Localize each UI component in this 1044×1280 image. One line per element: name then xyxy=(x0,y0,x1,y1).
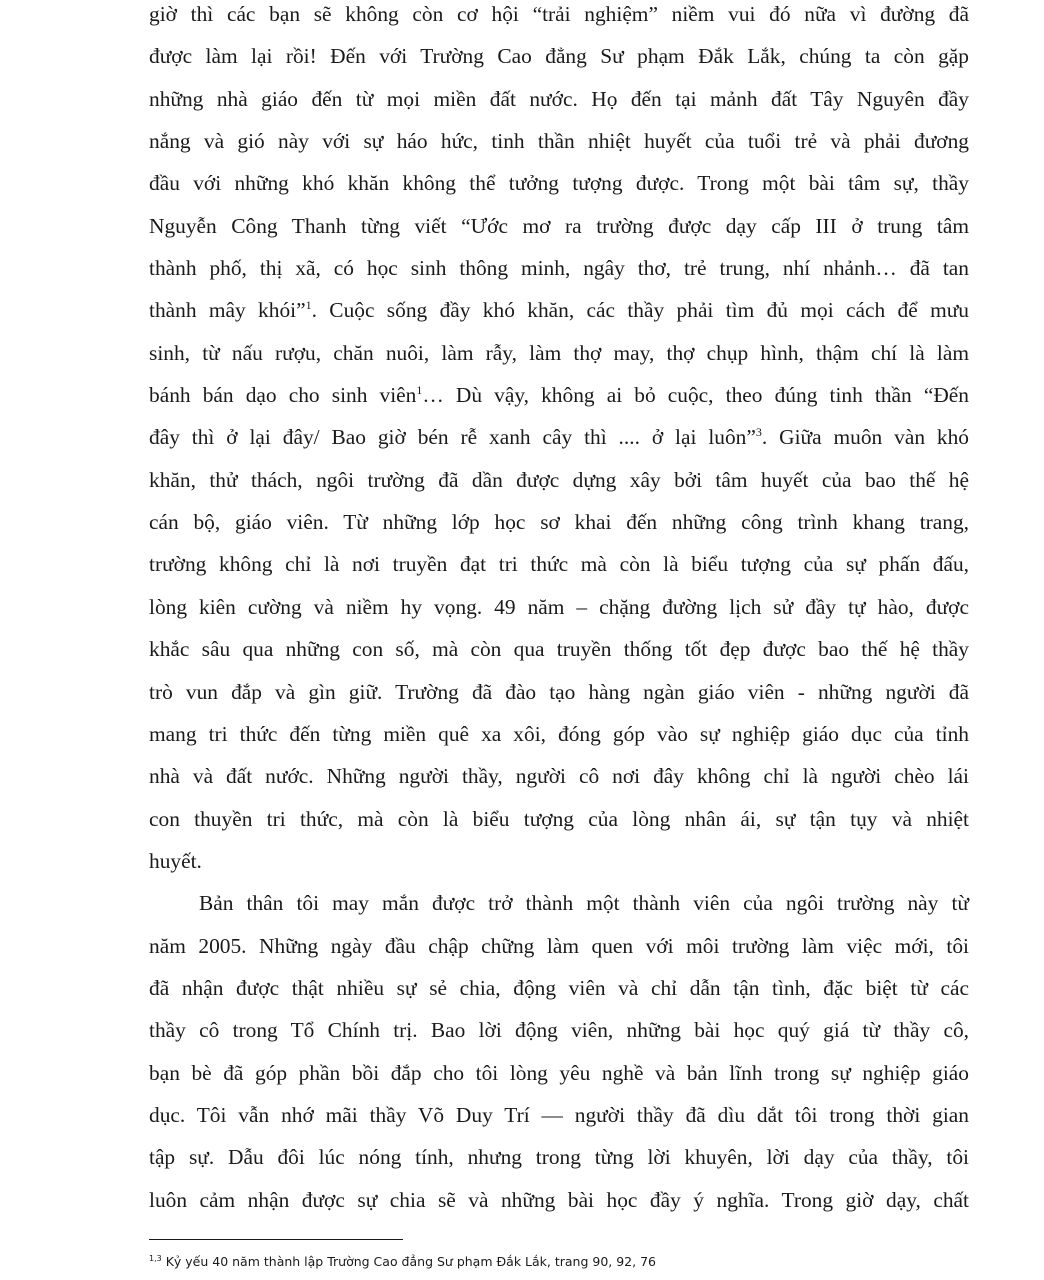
text-line xyxy=(149,289,969,331)
text-line: đầu với những khó khăn không thể tưởng tượng được. Trong một bài tâm sự, thầy xyxy=(149,171,969,196)
text-line xyxy=(149,416,969,458)
footnote-marker: 1,3 xyxy=(149,1253,162,1263)
text-line: khắc sâu qua những con số, mà còn qua truyền thống tốt đẹp được bao thế hệ thầy xyxy=(149,637,969,662)
text-line: được làm lại rồi! Đến với Trường Cao đẳng Sư phạm Đắk Lắk, chúng ta còn gặp xyxy=(149,44,969,69)
text-segment: bánh bán dạo cho sinh viên xyxy=(149,383,417,408)
text-line: luôn cảm nhận được sự chia sẽ và những bài học đầy ý nghĩa. Trong giờ dạy, chất xyxy=(149,1187,969,1212)
text-line: mang tri thức đến từng miền quê xa xôi, đóng góp vào sự nghiệp giáo dục của tỉnh xyxy=(149,721,969,746)
text-line: sinh, từ nấu rượu, chăn nuôi, làm rẫy, làm thợ may, thợ chụp hình, thậm chí là làm xyxy=(149,340,969,365)
footnote-separator xyxy=(149,1239,403,1240)
text-line: con thuyền tri thức, mà còn là biểu tượng của lòng nhân ái, sự tận tụy và nhiệt xyxy=(149,806,969,831)
text-segment: thành mây khói” xyxy=(149,298,306,323)
text-line: nhà và đất nước. Những người thầy, người cô nơi đây không chỉ là người chèo lái xyxy=(149,764,969,789)
text-line: thành phố, thị xã, có học sinh thông minh, ngây thơ, trẻ trung, nhí nhảnh… đã tan xyxy=(149,256,969,281)
text-line: giờ thì các bạn sẽ không còn cơ hội “trải nghiệm” niềm vui đó nữa vì đường đã xyxy=(149,2,969,26)
text-line: khăn, thử thách, ngôi trường đã dần được dựng xây bởi tâm huyết của bao thế hệ xyxy=(149,467,969,492)
text-line: tập sự. Dẫu đôi lúc nóng tính, nhưng trong từng lời khuyên, lời dạy của thầy, tôi xyxy=(149,1145,969,1170)
text-line: Bản thân tôi may mắn được trở thành một thành viên của ngôi trường này từ xyxy=(199,891,969,916)
text-segment: đây thì ở lại đây/ Bao giờ bén rễ xanh cây thì .... ở lại luôn” xyxy=(149,425,756,450)
text-line: nắng và gió này với sự háo hức, tinh thần nhiệt huyết của tuổi trẻ và phải đương xyxy=(149,129,969,154)
text-line: bạn bè đã góp phần bồi đắp cho tôi lòng yêu nghề và bản lĩnh trong sự nghiệp giáo xyxy=(149,1060,969,1085)
footnote-reference: 1 xyxy=(305,298,312,313)
text-line: Nguyễn Công Thanh từng viết “Ước mơ ra trường được dạy cấp III ở trung tâm xyxy=(149,213,969,238)
footnote-reference: 1 xyxy=(416,382,423,397)
text-line: năm 2005. Những ngày đầu chập chững làm quen với môi trường làm việc mới, tôi xyxy=(149,933,969,958)
text-segment: … Dù vậy, không ai bỏ cuộc, theo đúng tinh thần “Đến xyxy=(422,383,969,408)
text-line: đã nhận được thật nhiều sự sẻ chia, động viên và chỉ dẫn tận tình, đặc biệt từ các xyxy=(149,975,969,1000)
text-line: trò vun đắp và gìn giữ. Trường đã đào tạo hàng ngàn giáo viên - những người đã xyxy=(149,679,969,704)
text-segment: . Giữa muôn vàn khó xyxy=(761,425,970,450)
text-line: thầy cô trong Tổ Chính trị. Bao lời động viên, những bài học quý giá từ thầy cô, xyxy=(149,1018,969,1043)
text-line: dục. Tôi vẫn nhớ mãi thầy Võ Duy Trí — người thầy đã dìu dắt tôi trong thời gian xyxy=(149,1102,969,1127)
footnote xyxy=(149,1254,656,1270)
text-line: lòng kiên cường và niềm hy vọng. 49 năm – chặng đường lịch sử đầy tự hào, được xyxy=(149,594,969,619)
footnote-text: Kỷ yếu 40 năm thành lập Trường Cao đẳng Sư phạm Đắk Lắk, trang 90, 92, 76 xyxy=(161,1254,656,1269)
footnote-reference: 3 xyxy=(755,425,762,440)
text-line: những nhà giáo đến từ mọi miền đất nước. Họ đến tại mảnh đất Tây Nguyên đầy xyxy=(149,86,969,111)
text-line: cán bộ, giáo viên. Từ những lớp học sơ khai đến những công trình khang trang, xyxy=(149,510,969,535)
text-segment: . Cuộc sống đầy khó khăn, các thầy phải tìm đủ mọi cách để mưu xyxy=(311,298,969,323)
text-line: trường không chỉ là nơi truyền đạt tri thức mà còn là biểu tượng của sự phấn đấu, xyxy=(149,552,969,577)
body-text xyxy=(149,0,969,1221)
text-line xyxy=(149,374,969,416)
text-line: huyết. xyxy=(149,848,202,873)
